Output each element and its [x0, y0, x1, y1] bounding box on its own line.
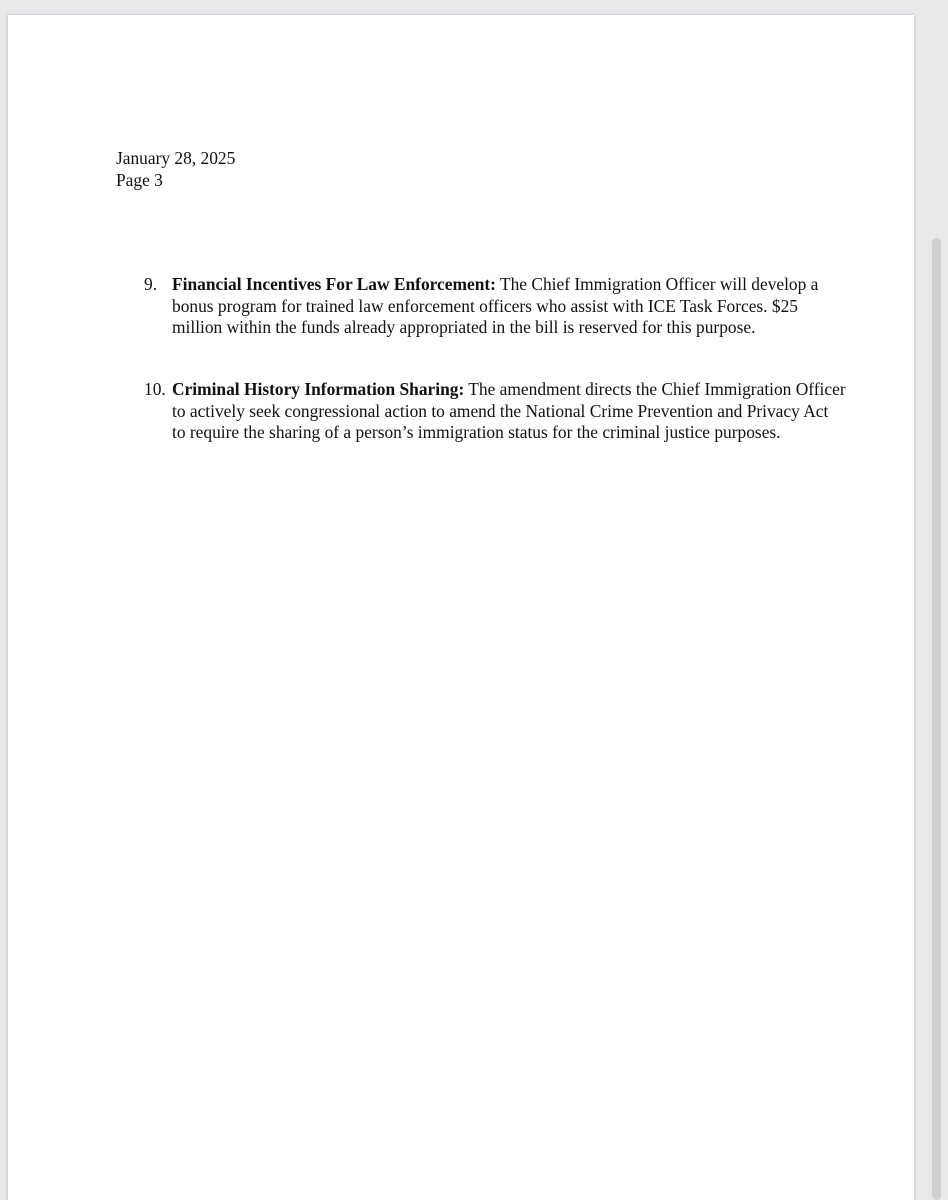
item-text [172, 379, 846, 444]
page-number: Page 3 [116, 169, 163, 190]
vertical-scrollbar[interactable] [932, 238, 941, 1200]
item-heading: Criminal History Information Sharing: [172, 379, 465, 399]
item-body: The Chief Immigration Officer will develop a bonus program for trained law enforcement officers who assist with ICE Task Forces. $25 million within the funds already appropriated in the bill is reserved for this purpose. [172, 274, 819, 337]
item-text [172, 274, 846, 339]
item-heading: Financial Incentives For Law Enforcement: [172, 274, 496, 294]
letter-date: January 28, 2025 [116, 148, 236, 168]
item-number: 10. [144, 379, 166, 399]
item-body: The amendment directs the Chief Immigration Officer to actively seek congressional action to amend the National Crime Prevention and Privacy Act to require the sharing of a person’s immigration status for the criminal justice purposes. [172, 379, 846, 442]
page-header [116, 148, 235, 191]
document-page [8, 15, 914, 1200]
item-number: 9. [144, 274, 158, 294]
list-item-10 [116, 379, 846, 444]
list-item-9 [116, 274, 846, 339]
